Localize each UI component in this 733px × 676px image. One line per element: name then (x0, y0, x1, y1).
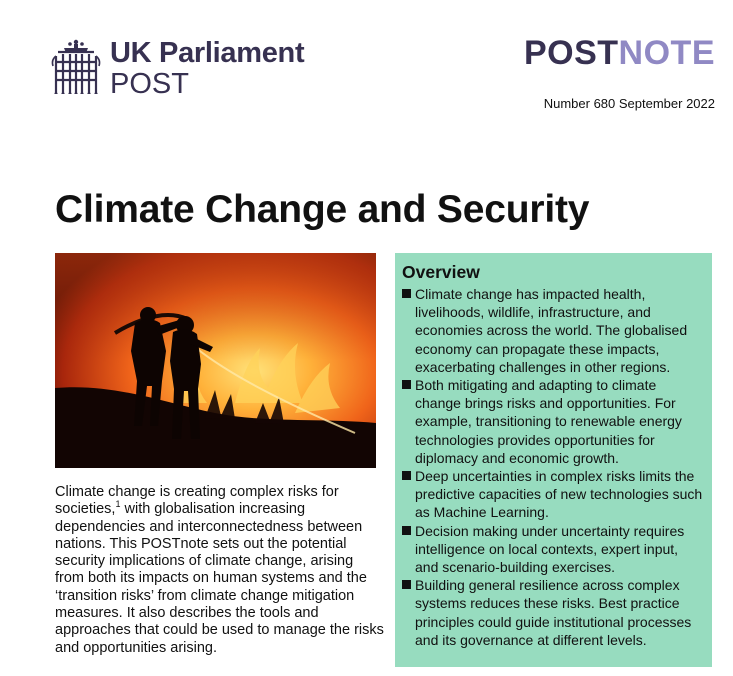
overview-item-text: Building general resilience across complex systems reduces these risks. Best practice principles could guide institutional processes and its governance at different levels. (415, 577, 692, 648)
square-bullet-icon (402, 526, 411, 535)
summary-text-after: with globalisation increasing dependencies and interconnectedness between nations. This POSTnote sets out the potential security implications of climate change, arising from both its impacts on human systems and the ‘transition risks’ from climate change mitigation measures. It also describes the tools and approaches that could be used to manage the risks and opportunities arising. (55, 501, 384, 656)
uk-parliament-logo (50, 38, 304, 100)
square-bullet-icon (402, 580, 411, 589)
square-bullet-icon (402, 471, 411, 480)
overview-item-text: Deep uncertainties in complex risks limits the predictive capacities of new technologies such as Machine Learning. (415, 468, 703, 521)
overview-item (402, 467, 704, 522)
square-bullet-icon (402, 380, 411, 389)
cover-photo-firefighters (55, 253, 376, 468)
overview-item (402, 576, 704, 649)
overview-heading: Overview (402, 262, 480, 282)
org-unit: POST (110, 68, 189, 100)
summary-text-before: Climate change is creating complex risks for societies, (55, 484, 339, 518)
summary-paragraph (55, 484, 385, 657)
overview-list (402, 285, 704, 649)
square-bullet-icon (402, 289, 411, 298)
portcullis-icon (50, 38, 102, 94)
footnote-reference[interactable]: 1 (115, 499, 121, 510)
series-part-post: POST (523, 34, 619, 72)
series-part-note: NOTE (618, 34, 715, 72)
overview-item (402, 285, 704, 376)
overview-item (402, 522, 704, 577)
overview-box (395, 253, 712, 667)
overview-item (402, 376, 704, 467)
overview-item-text: Decision making under uncertainty requires intelligence on local contexts, expert input, and scenario-building exercises. (415, 522, 685, 576)
org-name: UK Parliament (110, 37, 305, 69)
postnote-series-logo (524, 34, 715, 73)
overview-item-text: Climate change has impacted health, livelihoods, wildlife, infrastructure, and economies across the world. The globalised economy can propagate these impacts, exacerbating challenges in other regions. (415, 286, 688, 375)
overview-item-text: Both mitigating and adapting to climate change brings risks and opportunities. For example, transitioning to renewable energy technologies provides opportunities for diplomacy and economic growth. (415, 377, 682, 466)
page-title: Climate Change and Security (55, 188, 590, 231)
issue-number-date: Number 680 September 2022 (543, 96, 715, 111)
